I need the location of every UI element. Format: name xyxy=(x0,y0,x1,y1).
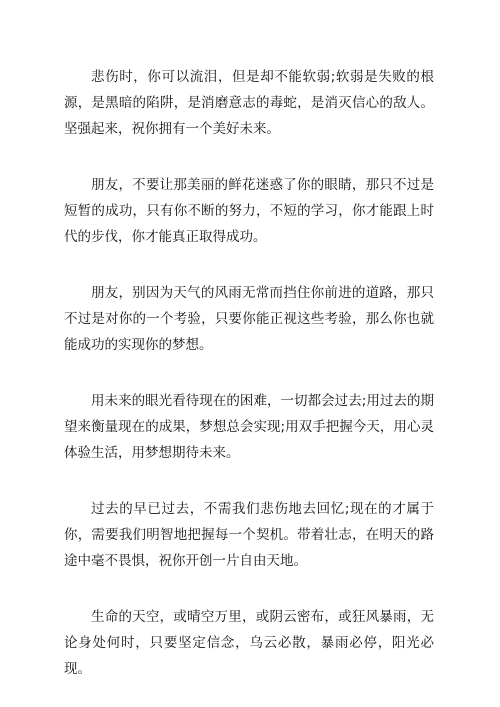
paragraph-1: 悲伤时，你可以流泪，但是却不能软弱;软弱是失败的根源，是黑暗的陷阱，是消磨意志的毒蛇，是消灭信心的敌人。坚强起来，祝你拥有一个美好未来。 xyxy=(64,69,434,137)
paragraph-2: 朋友，不要让那美丽的鲜花迷惑了你的眼睛，那只不过是短暂的成功，只有你不断的努力，不短的学习，你才能跟上时代的步伐，你才能真正取得成功。 xyxy=(64,177,434,245)
paragraph-5: 过去的早已过去，不需我们悲伤地去回忆;现在的才属于你，需要我们明智地把握每一个契机。带着壮志，在明天的路途中毫不畏惧，祝你开创一片自由天地。 xyxy=(64,501,434,569)
paragraph-6: 生命的天空，或晴空万里，或阴云密布，或狂风暴雨，无论身处何时，只要坚定信念，乌云必散，暴雨必停，阳光必现。 xyxy=(64,609,434,677)
paragraph-3: 朋友，别因为天气的风雨无常而挡住你前进的道路，那只不过是对你的一个考验，只要你能正视这些考验，那么你也就能成功的实现你的梦想。 xyxy=(64,285,434,353)
paragraph-4: 用未来的眼光看待现在的困难，一切都会过去;用过去的期望来衡量现在的成果，梦想总会实现;用双手把握今天，用心灵体验生活，用梦想期待未来。 xyxy=(64,393,434,461)
